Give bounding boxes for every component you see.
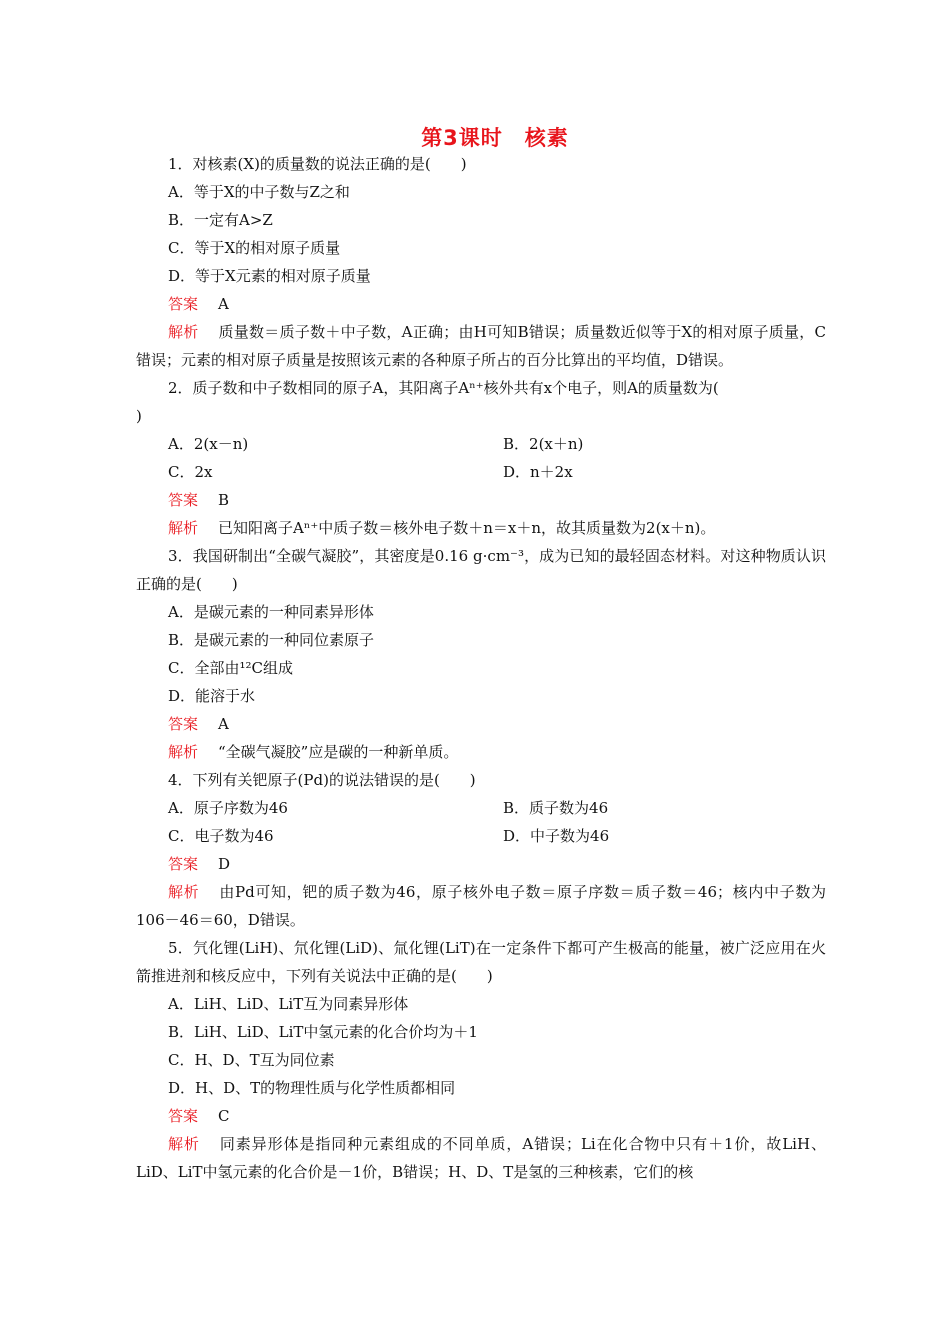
q5-answer	[136, 1102, 826, 1130]
q2-options-row-1	[136, 430, 826, 458]
q4-options-row-1	[136, 794, 826, 822]
q3-answer-value: A	[218, 715, 229, 733]
answer-label: 答案	[168, 295, 199, 313]
q4-option-b: B．质子数为46	[503, 799, 609, 817]
q3-option-d: D．能溶于水	[168, 687, 256, 705]
q1-explanation-text: 质量数＝质子数＋中子数，A正确；由H可知B错误；质量数近似等于X的相对原子质量，C错误；元素的相对原子质量是按照该元素的各种原子所占的百分比算出的平均值，D错误。	[136, 323, 826, 369]
explain-label: 解析	[168, 519, 199, 537]
q1-answer-value: A	[218, 295, 229, 313]
q2-answer	[136, 486, 826, 514]
q5-option-c: C．H、D、T互为同位素	[168, 1051, 335, 1069]
q4-option-d: D．中子数为46	[503, 827, 610, 845]
q2-option-a: A．2(x－n)	[168, 435, 249, 453]
q1-option-d: D．等于X元素的相对原子质量	[168, 267, 371, 285]
q2-option-b: B．2(x＋n)	[503, 435, 584, 453]
q3-option-c: C．全部由¹²C组成	[168, 659, 293, 677]
q3-explanation	[136, 738, 826, 766]
explain-label: 解析	[168, 743, 199, 761]
q1-option-c: C．等于X的相对原子质量	[168, 239, 341, 257]
q2-option-d: D．n＋2x	[503, 463, 573, 481]
q1-answer	[136, 290, 826, 318]
q5-option-b: B．LiH、LiD、LiT中氢元素的化合价均为＋1	[168, 1023, 478, 1041]
q5-explanation-text: 同素异形体是指同种元素组成的不同单质，A错误；Li在化合物中只有＋1价，故LiH、LiD、LiT中氢元素的化合价是－1价，B错误；H、D、T是氢的三种核素，它们的核	[136, 1135, 826, 1181]
explain-label: 解析	[168, 323, 199, 341]
q4-options-row-2	[136, 822, 826, 850]
explain-label: 解析	[168, 1135, 200, 1153]
explain-label: 解析	[168, 883, 200, 901]
question-2-stem: 2．质子数和中子数相同的原子A，其阳离子Aⁿ⁺核外共有x个电子，则A的质量数为(	[168, 379, 719, 397]
q2-option-c: C．2x	[168, 463, 213, 481]
q3-option-b: B．是碳元素的一种同位素原子	[168, 631, 375, 649]
answer-label: 答案	[168, 491, 199, 509]
q4-explanation	[136, 878, 826, 934]
answer-label: 答案	[168, 715, 199, 733]
question-2-stem-cont: )	[136, 407, 142, 425]
q3-answer	[136, 710, 826, 738]
page-title: 第3课时 核素	[421, 126, 569, 150]
q5-option-a: A．LiH、LiD、LiT互为同素异形体	[168, 995, 409, 1013]
q1-option-b: B．一定有A>Z	[168, 211, 273, 229]
q1-explanation	[136, 318, 826, 374]
q5-option-d: D．H、D、T的物理性质与化学性质都相同	[168, 1079, 456, 1097]
q2-options-row-2	[136, 458, 826, 486]
q4-explanation-text: 由Pd可知，钯的质子数为46，原子核外电子数＝原子序数＝质子数＝46；核内中子数为106－46＝60，D错误。	[136, 883, 826, 929]
q2-explanation	[136, 514, 826, 542]
q4-answer-value: D	[218, 855, 231, 873]
q1-option-a: A．等于X的中子数与Z之和	[168, 183, 350, 201]
question-5-stem: 5．氕化锂(LiH)、氘化锂(LiD)、氚化锂(LiT)在一定条件下都可产生极高的能量，被广泛应用在火箭推进剂和核反应中，下列有关说法中正确的是( )	[136, 939, 826, 985]
q4-option-c: C．电子数为46	[168, 827, 274, 845]
q5-answer-value: C	[218, 1107, 230, 1125]
q4-answer	[136, 850, 826, 878]
question-4-stem: 4．下列有关钯原子(Pd)的说法错误的是( )	[168, 771, 476, 789]
q4-option-a: A．原子序数为46	[168, 799, 288, 817]
q3-explanation-text: “全碳气凝胶”应是碳的一种新单质。	[218, 743, 459, 761]
q2-answer-value: B	[218, 491, 230, 509]
answer-label: 答案	[168, 855, 199, 873]
q3-option-a: A．是碳元素的一种同素异形体	[168, 603, 374, 621]
answer-label: 答案	[168, 1107, 199, 1125]
q2-explanation-text: 已知阳离子Aⁿ⁺中质子数＝核外电子数＋n＝x＋n，故其质量数为2(x＋n)。	[218, 519, 716, 537]
question-3-stem: 3．我国研制出“全碳气凝胶”，其密度是0.16 g·cm⁻³，成为已知的最轻固态材料。对这种物质认识正确的是( )	[136, 547, 826, 593]
content	[136, 150, 826, 1186]
q5-explanation	[136, 1130, 826, 1186]
question-1-stem: 1．对核素(X)的质量数的说法正确的是( )	[168, 155, 467, 173]
